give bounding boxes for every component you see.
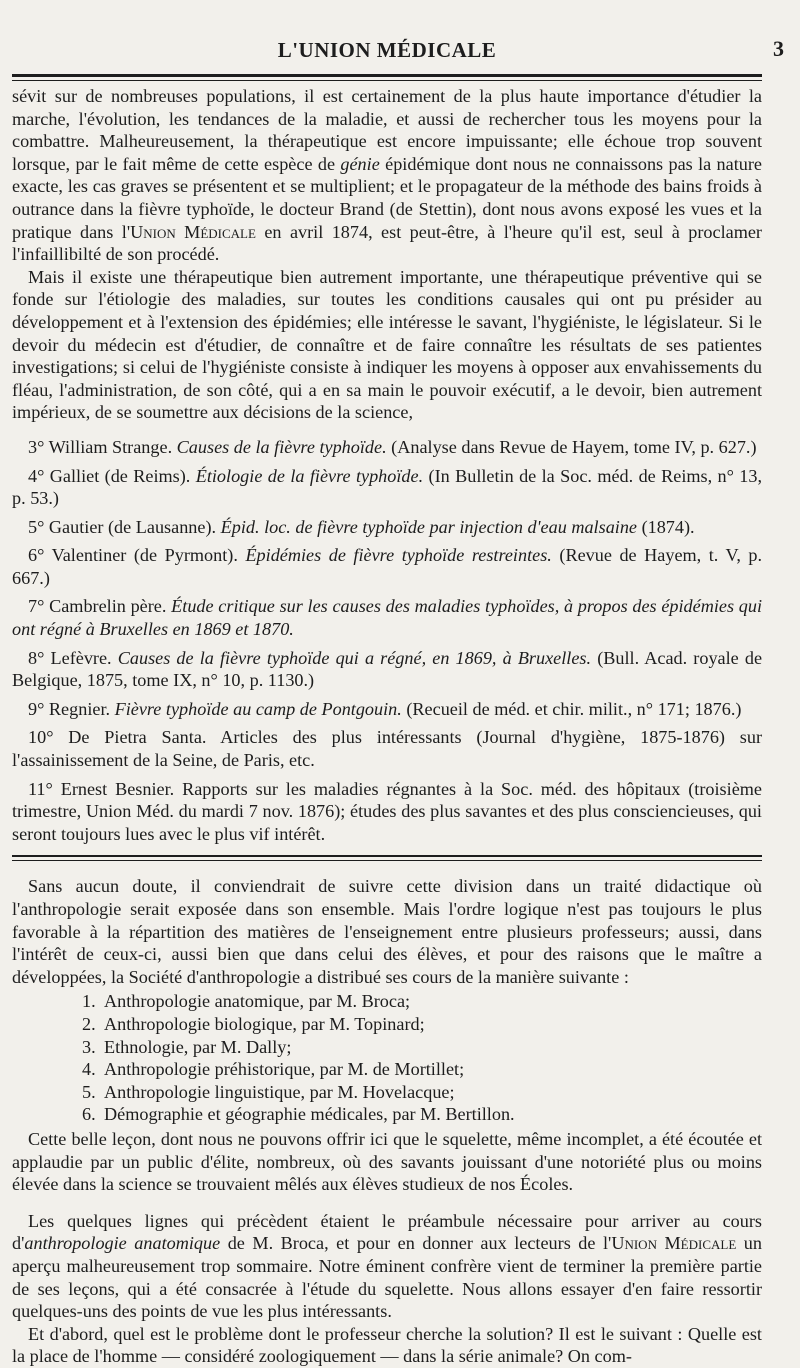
reference-item: 7° Cambrelin père. Étude critique sur les causes des maladies typhoïdes, à propos des épidémies qui ont régné à Bruxelles en 1869 et 1870. (12, 596, 763, 640)
paragraph-problem-statement: Et d'abord, quel est le problème dont le professeur cherche la solution? Il est le suivant : Quelle est la place de l'homme — considéré zoologiquement — dans la série animale? On com- (12, 1323, 762, 1367)
course-item: 1. Anthropologie anatomique, par M. Broca; (82, 991, 411, 1012)
reference-item: 6° Valentiner (de Pyrmont). Épidémies de fièvre typhoïde restreintes. (Revue de Hayem, t. V, p. 667.) (12, 545, 763, 588)
paragraph-course-division: Sans aucun doute, il conviendrait de suivre cette division dans un traité didactique où l'anthropologie serait exposée dans son ensemble. Mais l'ordre logique n'est pas toujours le plus favorable à la répartition des matières de l'enseignement entre plusieurs professeurs; aussi, dans l'intérêt de ceux-ci, aussi bien que dans celui des élèves, et pour des raisons que le maître a développées, la Société d'anthropologie a distribué ses cours de la manière suivante : (12, 876, 762, 987)
reference-item: 8° Lefèvre. Causes de la fièvre typhoïde qui a régné, en 1869, à Bruxelles. (Bull. Acad. royale de Belgique, 1875, tome IX, n° 10, p. 1130.) (12, 647, 763, 691)
header-rule (12, 74, 762, 77)
page-header (12, 26, 784, 72)
reference-item: 3° William Strange. Causes de la fièvre typhoïde. (Analyse dans Revue de Hayem, tome IV, p. 627.) (28, 436, 757, 457)
paragraph-lecture-reception: Cette belle leçon, dont nous ne pouvons offrir ici que le squelette, même incomplet, a été écoutée et applaudie par un public d'élite, nombreux, où des savants jouissant d'une notoriété plus ou moins élevée dans la science se trouvaient mêlés aux élèves studieux de nos Écoles. (12, 1128, 762, 1195)
paragraph-anatomy-course: Les quelques lignes qui précèdent étaient le préambule nécessaire pour arriver au cours d'anthropologie anatomique de M. Broca, et pour en donner aux lecteurs de l'Union Médicale un aperçu malheureusement trop sommaire. Notre éminent confrère vient de terminer la première partie de ses leçons, qui a été consacrée à l'étude du squelette. Nous allons essayer d'en faire ressortir quelques-uns des points de vue les plus intéressants. (12, 1210, 762, 1322)
running-title: L'UNION MÉDICALE (277, 38, 497, 62)
course-item: 4. Anthropologie préhistorique, par M. de Mortillet; (82, 1059, 465, 1080)
section-divider (12, 855, 762, 861)
course-item: 5. Anthropologie linguistique, par M. Hovelacque; (82, 1081, 455, 1102)
paragraph-continuation: sévit sur de nombreuses populations, il est certainement de la plus haute importance d'étudier la marche, l'évolution, les tendances de la maladie, et aussi de rechercher tous les moyens pour la combattre. Malheureusement, la thérapeutique est encore impuissante; elle échoue trop souvent lorsque, par le fait même de cette espèce de génie épidémique dont nous ne connaissons pas la nature exacte, les cas graves se présentent et se multiplient; et le propagateur de la méthode des bains froids à outrance dans la fièvre typhoïde, le docteur Brand (de Stettin), dont nous avons exposé les vues et la pratique dans l'Union Médicale en avril 1874, est peut-être, à l'heure qu'il est, seul à proclamer l'infaillibilté de son procédé. (12, 86, 762, 265)
course-list (12, 990, 762, 1126)
course-item: 6. Démographie et géographie médicales, par M. Bertillon. (82, 1104, 515, 1125)
reference-item: 10° De Pietra Santa. Articles des plus intéressants (Journal d'hygiène, 1875-1876) sur l'assainissement de la Seine, de Paris, etc. (12, 727, 762, 771)
reference-item: 9° Regnier. Fièvre typhoïde au camp de Pontgouin. (Recueil de méd. et chir. milit., n° 171; 1876.) (28, 698, 742, 719)
page-number: 3 (773, 36, 784, 61)
course-item: 3. Ethnologie, par M. Dally; (82, 1036, 292, 1057)
paragraph-preventive-therapy: Mais il existe une thérapeutique bien autrement importante, une thérapeutique préventive qui se fonde sur l'étiologie des maladies, sur toutes les conditions causales qui ont pu présider au développement et à l'extension des épidémies; elle intéresse le savant, l'hygiéniste, le législateur. Si le devoir du médecin est d'étudier, de connaître et de faire connaître les résultats de ses patientes investigations; si celui de l'hygiéniste consiste à indiquer les moyens à opposer aux envahissements du fléau, l'administration, de son côté, qui a en sa main le pouvoir exécutif, a le devoir, bien autrement impérieux, de se soumettre aux décisions de la science, (12, 266, 762, 423)
reference-item: 5° Gautier (de Lausanne). Épid. loc. de fièvre typhoïde par injection d'eau malsaine (1874). (28, 516, 695, 537)
reference-item: 4° Galliet (de Reims). Étiologie de la fièvre typhoïde. (In Bulletin de la Soc. méd. de Reims, n° 13, p. 53.) (12, 465, 763, 509)
header-rule-thin (12, 80, 762, 81)
course-item: 2. Anthropologie biologique, par M. Topinard; (82, 1013, 425, 1034)
reference-list (12, 436, 762, 846)
reference-item: 11° Ernest Besnier. Rapports sur les maladies régnantes à la Soc. méd. des hôpitaux (troisième trimestre, Union Méd. du mardi 7 nov. 1876); études des plus savantes et des plus consciencieuses, qui seront toujours lues avec le plus vif intérêt. (12, 778, 762, 844)
